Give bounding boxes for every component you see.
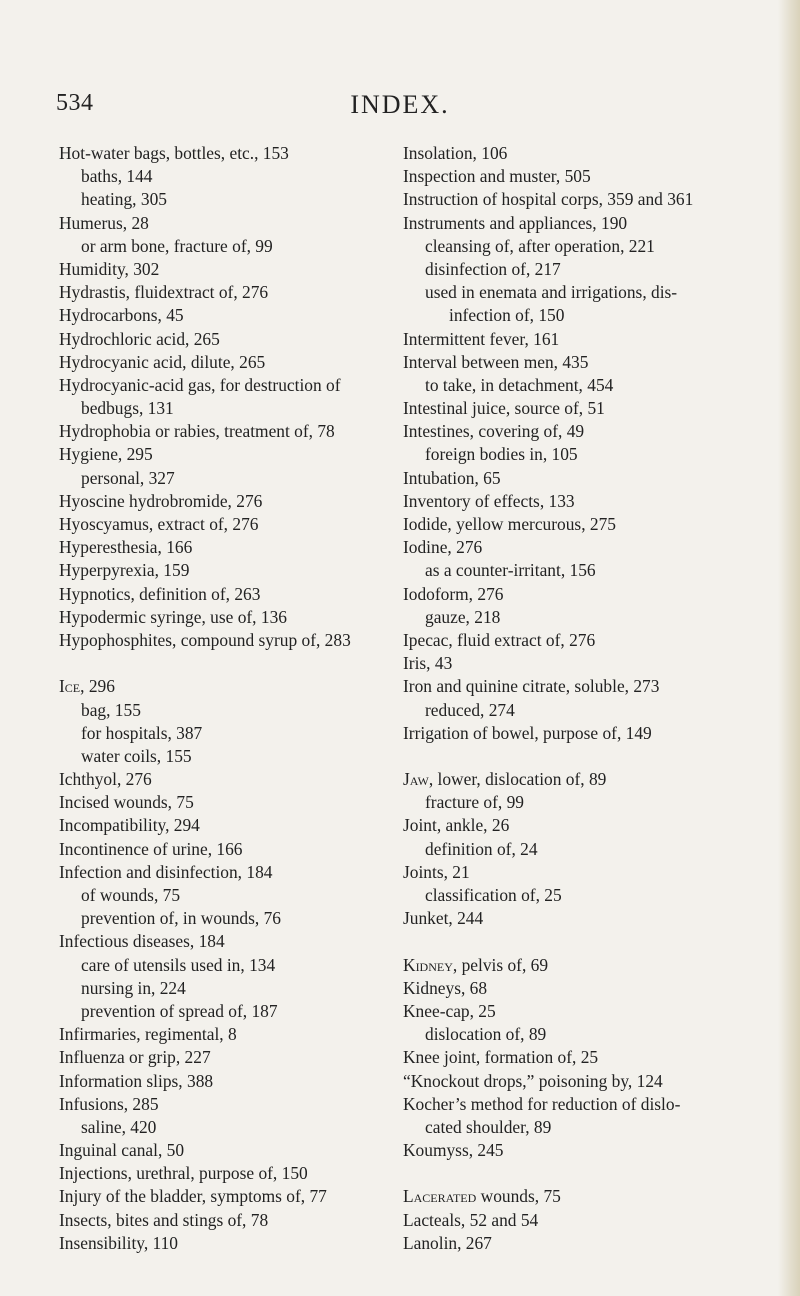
index-entry: Kidney, pelvis of, 69 <box>403 954 549 975</box>
index-entry: Iodoform, 276 <box>403 583 504 604</box>
index-entry: Humerus, 28 <box>59 212 149 233</box>
index-subentry: gauze, 218 <box>425 606 501 627</box>
index-subentry: water coils, 155 <box>81 745 192 766</box>
index-column-left <box>59 142 409 1255</box>
index-entry: Knee joint, formation of, 25 <box>403 1047 599 1068</box>
index-entry: Lacerated wounds, 75 <box>403 1186 561 1207</box>
index-entry: Insensibility, 110 <box>59 1232 178 1253</box>
index-entry: Kocher’s method for reduction of dislo- <box>403 1093 681 1114</box>
index-entry: Iron and quinine citrate, soluble, 273 <box>403 676 660 697</box>
index-entry: Hyoscyamus, extract of, 276 <box>59 514 259 534</box>
index-entry: Junket, 244 <box>403 908 484 929</box>
index-subentry: bag, 155 <box>81 699 141 720</box>
index-entry: Incontinence of urine, 166 <box>59 838 243 859</box>
index-subentry: of wounds, 75 <box>81 885 181 905</box>
index-entry: Hyperpyrexia, 159 <box>59 560 190 581</box>
index-subentry: used in enemata and irrigations, dis- <box>425 282 678 303</box>
index-entry: Jaw, lower, dislocation of, 89 <box>403 769 607 790</box>
index-entry: Incompatibility, 294 <box>59 815 200 836</box>
index-subentry: definition of, 24 <box>425 838 538 859</box>
index-entry: “Knockout drops,” poisoning by, 124 <box>403 1070 663 1091</box>
page-number: 534 <box>56 90 94 116</box>
index-subentry: heating, 305 <box>81 189 167 210</box>
index-entry: Intestines, covering of, 49 <box>403 421 585 442</box>
index-subentry: dislocation of, 89 <box>425 1024 547 1045</box>
index-entry-continuation: bedbugs, 131 <box>81 398 174 419</box>
index-subentry: prevention of, in wounds, 76 <box>81 908 281 929</box>
index-entry: Hydrocarbons, 45 <box>59 305 184 326</box>
index-entry: Ipecac, fluid extract of, 276 <box>403 629 596 650</box>
index-entry: Instruction of hospital corps, 359 and 361 <box>403 189 694 210</box>
index-entry: Inventory of effects, 133 <box>403 490 575 511</box>
index-entry: Knee-cap, 25 <box>403 1000 496 1021</box>
index-spacer <box>403 1162 763 1185</box>
index-entry: Hyperesthesia, 166 <box>59 537 193 558</box>
index-entry: Hyoscine hydrobromide, 276 <box>59 490 263 511</box>
index-subentry: care of utensils used in, 134 <box>81 954 276 975</box>
index-entry: Ice, 296 <box>59 676 115 697</box>
index-entry: Hydrophobia or rabies, treatment of, 78 <box>59 421 335 442</box>
index-entry: Insolation, 106 <box>403 143 508 163</box>
index-subentry: classification of, 25 <box>425 885 562 905</box>
index-entry: Injury of the bladder, symptoms of, 77 <box>59 1186 327 1207</box>
index-subentry: nursing in, 224 <box>81 977 186 998</box>
index-entry: Ichthyol, 276 <box>59 769 152 790</box>
index-entry: Lanolin, 267 <box>403 1232 492 1253</box>
index-entry: Infectious diseases, 184 <box>59 931 225 952</box>
index-subentry: disinfection of, 217 <box>425 258 561 279</box>
index-entry: Injections, urethral, purpose of, 150 <box>59 1163 308 1184</box>
index-entry: Intermittent fever, 161 <box>403 328 560 349</box>
running-title: INDEX. <box>350 90 450 119</box>
index-entry: Lacteals, 52 and 54 <box>403 1209 539 1230</box>
index-subentry: or arm bone, fracture of, 99 <box>81 235 273 256</box>
index-subentry: personal, 327 <box>81 467 175 488</box>
index-entry: Hygiene, 295 <box>59 444 153 465</box>
index-subentry: reduced, 274 <box>425 699 515 720</box>
index-entry: Iodine, 276 <box>403 537 483 558</box>
index-subentry: foreign bodies in, 105 <box>425 444 578 465</box>
index-entry-continuation: infection of, 150 <box>449 305 565 326</box>
index-subentry: cleansing of, after operation, 221 <box>425 235 655 256</box>
index-spacer <box>59 652 409 675</box>
index-entry: Hydrastis, fluidextract of, 276 <box>59 282 269 303</box>
index-entry: Hydrocyanic acid, dilute, 265 <box>59 351 266 372</box>
index-subentry: for hospitals, 387 <box>81 722 203 743</box>
index-entry: Intubation, 65 <box>403 467 501 488</box>
index-entry: Kidneys, 68 <box>403 977 488 998</box>
index-spacer <box>403 930 763 953</box>
index-subentry: to take, in detachment, 454 <box>425 374 614 395</box>
page-header <box>0 90 800 124</box>
index-entry: Hypodermic syringe, use of, 136 <box>59 606 287 627</box>
index-subentry: baths, 144 <box>81 166 153 187</box>
index-entry: Insects, bites and stings of, 78 <box>59 1209 269 1230</box>
index-entry: Irrigation of bowel, purpose of, 149 <box>403 722 652 743</box>
index-column-right <box>403 142 763 1255</box>
index-entry: Incised wounds, 75 <box>59 792 194 813</box>
index-subentry: fracture of, 99 <box>425 792 524 813</box>
index-entry: Instruments and appliances, 190 <box>403 212 628 233</box>
index-spacer <box>403 745 763 768</box>
index-entry: Hypnotics, definition of, 263 <box>59 583 261 604</box>
index-subentry: saline, 420 <box>81 1116 157 1137</box>
index-entry: Infection and disinfection, 184 <box>59 861 273 882</box>
index-entry: Hot-water bags, bottles, etc., 153 <box>59 143 289 163</box>
index-entry: Infusions, 285 <box>59 1093 159 1114</box>
index-entry: Iris, 43 <box>403 653 453 674</box>
index-entry: Inspection and muster, 505 <box>403 166 591 187</box>
index-entry: Hydrocyanic-acid gas, for destruction of <box>59 374 341 395</box>
index-entry: Information slips, 388 <box>59 1070 214 1091</box>
index-entry: Influenza or grip, 227 <box>59 1047 211 1068</box>
index-entry: Hypophosphites, compound syrup of, 283 <box>59 629 351 650</box>
index-entry: Intestinal juice, source of, 51 <box>403 398 605 419</box>
index-entry: Infirmaries, regimental, 8 <box>59 1024 237 1045</box>
index-entry: Interval between men, 435 <box>403 351 589 372</box>
index-entry: Inguinal canal, 50 <box>59 1140 185 1161</box>
index-subentry: as a counter-irritant, 156 <box>425 560 596 581</box>
index-entry: Koumyss, 245 <box>403 1140 504 1161</box>
index-entry: Humidity, 302 <box>59 258 160 279</box>
index-entry: Hydrochloric acid, 265 <box>59 328 220 349</box>
index-subentry: prevention of spread of, 187 <box>81 1000 278 1021</box>
index-entry: Iodide, yellow mercurous, 275 <box>403 514 616 534</box>
index-entry-continuation: cated shoulder, 89 <box>425 1116 552 1137</box>
index-entry: Joints, 21 <box>403 861 470 882</box>
page-edge-shadow <box>778 0 800 1296</box>
index-entry: Joint, ankle, 26 <box>403 815 510 836</box>
